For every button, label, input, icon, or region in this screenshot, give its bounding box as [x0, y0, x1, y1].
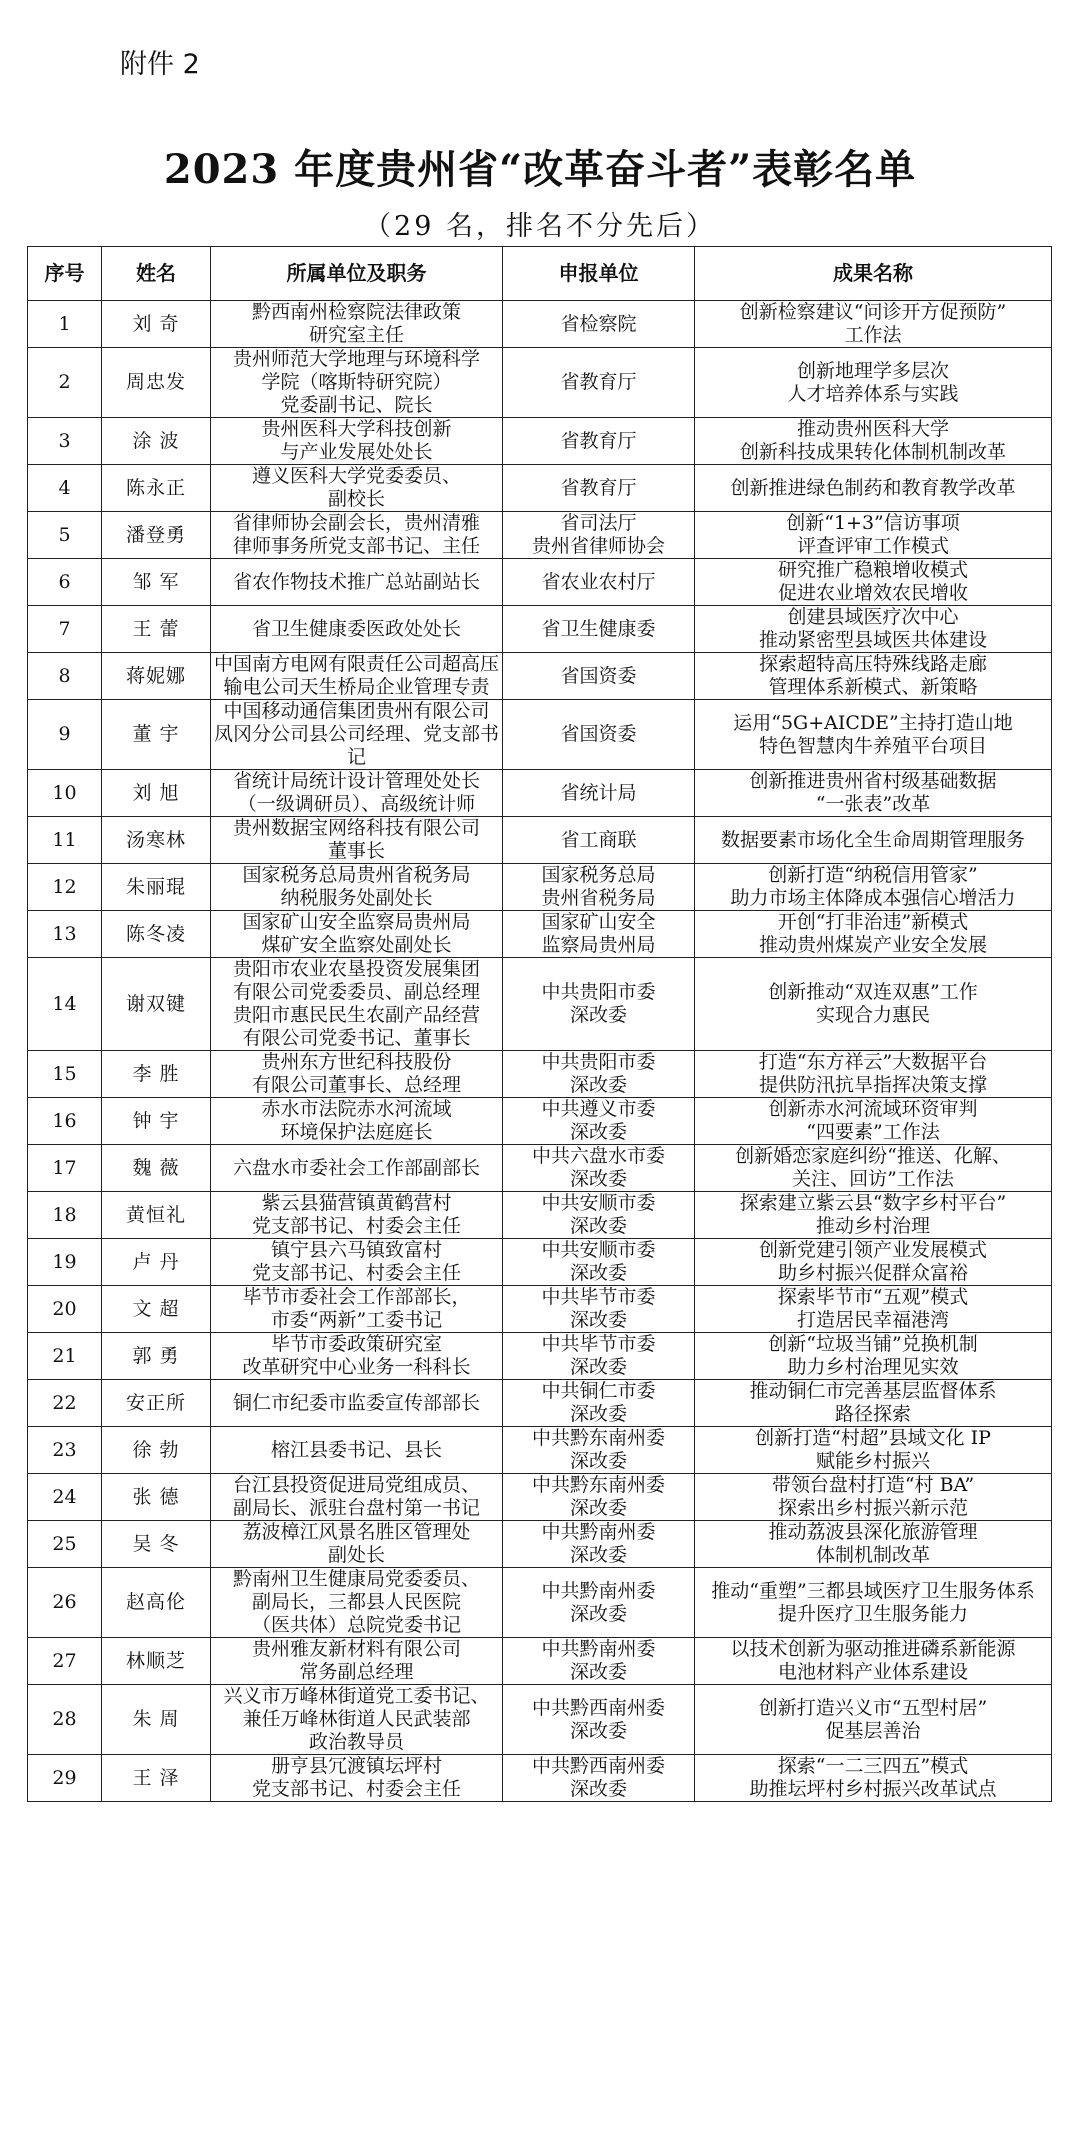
- table-row: [28, 1638, 1052, 1685]
- submitting-unit: 省卫生健康委: [503, 606, 695, 653]
- table-row: [28, 700, 1052, 770]
- row-number: 26: [28, 1568, 102, 1638]
- achievement-title: 推动“重塑”三都县域医疗卫生服务体系 提升医疗卫生服务能力: [695, 1568, 1052, 1638]
- unit-and-position: 贵州师范大学地理与环境科学 学院（喀斯特研究院） 党委副书记、院长: [211, 348, 503, 418]
- table-row: [28, 301, 1052, 348]
- row-number: 18: [28, 1192, 102, 1239]
- achievement-title: 创新推动“双连双惠”工作 实现合力惠民: [695, 958, 1052, 1051]
- row-number: 14: [28, 958, 102, 1051]
- submitting-unit: 中共铜仁市委 深改委: [503, 1380, 695, 1427]
- achievement-title: 创新打造“纳税信用管家” 助力市场主体降成本强信心增活力: [695, 864, 1052, 911]
- submitting-unit: 省教育厅: [503, 418, 695, 465]
- table-row: [28, 1192, 1052, 1239]
- person-name: 邹 军: [102, 559, 211, 606]
- achievement-title: 创新党建引领产业发展模式 助乡村振兴促群众富裕: [695, 1239, 1052, 1286]
- submitting-unit: 省农业农村厅: [503, 559, 695, 606]
- row-number: 3: [28, 418, 102, 465]
- person-name: 王 蕾: [102, 606, 211, 653]
- achievement-title: 以技术创新为驱动推进磷系新能源 电池材料产业体系建设: [695, 1638, 1052, 1685]
- unit-and-position: 国家税务总局贵州省税务局 纳税服务处副处长: [211, 864, 503, 911]
- submitting-unit: 中共安顺市委 深改委: [503, 1239, 695, 1286]
- honoree-table: [27, 246, 1052, 1802]
- table-row: [28, 606, 1052, 653]
- table-row: [28, 1098, 1052, 1145]
- person-name: 赵高伦: [102, 1568, 211, 1638]
- achievement-title: 研究推广稳粮增收模式 促进农业增效农民增收: [695, 559, 1052, 606]
- person-name: 谢双键: [102, 958, 211, 1051]
- unit-and-position: 省卫生健康委医政处处长: [211, 606, 503, 653]
- row-number: 9: [28, 700, 102, 770]
- row-number: 10: [28, 770, 102, 817]
- achievement-title: 创新检察建议“问诊开方促预防” 工作法: [695, 301, 1052, 348]
- table-row: [28, 1333, 1052, 1380]
- person-name: 王 泽: [102, 1755, 211, 1802]
- submitting-unit: 国家税务总局 贵州省税务局: [503, 864, 695, 911]
- person-name: 刘 奇: [102, 301, 211, 348]
- achievement-title: 创新推进绿色制药和教育教学改革: [695, 465, 1052, 512]
- attachment-label: 附件 2: [120, 49, 200, 80]
- achievement-title: 创新赤水河流域环资审判 “四要素”工作法: [695, 1098, 1052, 1145]
- achievement-title: 开创“打非治违”新模式 推动贵州煤炭产业安全发展: [695, 911, 1052, 958]
- achievement-title: 探索毕节市“五观”模式 打造居民幸福港湾: [695, 1286, 1052, 1333]
- submitting-unit: 省工商联: [503, 817, 695, 864]
- header-achievement: 成果名称: [695, 247, 1052, 301]
- unit-and-position: 贵州雅友新材料有限公司 常务副总经理: [211, 1638, 503, 1685]
- person-name: 刘 旭: [102, 770, 211, 817]
- submitting-unit: 中共贵阳市委 深改委: [503, 958, 695, 1051]
- submitting-unit: 省司法厅 贵州省律师协会: [503, 512, 695, 559]
- table-row: [28, 1474, 1052, 1521]
- unit-and-position: 贵州医科大学科技创新 与产业发展处处长: [211, 418, 503, 465]
- unit-and-position: 册亨县冗渡镇坛坪村 党支部书记、村委会主任: [211, 1755, 503, 1802]
- submitting-unit: 中共黔西南州委 深改委: [503, 1685, 695, 1755]
- achievement-title: 数据要素市场化全生命周期管理服务: [695, 817, 1052, 864]
- person-name: 安正所: [102, 1380, 211, 1427]
- person-name: 钟 宇: [102, 1098, 211, 1145]
- person-name: 朱丽琨: [102, 864, 211, 911]
- person-name: 魏 薇: [102, 1145, 211, 1192]
- unit-and-position: 台江县投资促进局党组成员、 副局长、派驻台盘村第一书记: [211, 1474, 503, 1521]
- submitting-unit: 中共毕节市委 深改委: [503, 1286, 695, 1333]
- row-number: 28: [28, 1685, 102, 1755]
- achievement-title: 创新推进贵州省村级基础数据 “一张表”改革: [695, 770, 1052, 817]
- submitting-unit: 省教育厅: [503, 348, 695, 418]
- achievement-title: 推动贵州医科大学 创新科技成果转化体制机制改革: [695, 418, 1052, 465]
- person-name: 蒋妮娜: [102, 653, 211, 700]
- page-subtitle: （29 名，排名不分先后）: [364, 211, 716, 242]
- submitting-unit: 中共黔东南州委 深改委: [503, 1474, 695, 1521]
- achievement-title: 探索建立紫云县“数字乡村平台” 推动乡村治理: [695, 1192, 1052, 1239]
- person-name: 黄恒礼: [102, 1192, 211, 1239]
- unit-and-position: 毕节市委政策研究室 改革研究中心业务一科科长: [211, 1333, 503, 1380]
- row-number: 2: [28, 348, 102, 418]
- submitting-unit: 中共黔南州委 深改委: [503, 1521, 695, 1568]
- table-row: [28, 770, 1052, 817]
- person-name: 潘登勇: [102, 512, 211, 559]
- table-row: [28, 958, 1052, 1051]
- row-number: 29: [28, 1755, 102, 1802]
- person-name: 郭 勇: [102, 1333, 211, 1380]
- unit-and-position: 紫云县猫营镇黄鹤营村 党支部书记、村委会主任: [211, 1192, 503, 1239]
- unit-and-position: 中国南方电网有限责任公司超高压 输电公司天生桥局企业管理专责: [211, 653, 503, 700]
- unit-and-position: 省律师协会副会长，贵州清雅 律师事务所党支部书记、主任: [211, 512, 503, 559]
- person-name: 陈永正: [102, 465, 211, 512]
- unit-and-position: 黔西南州检察院法律政策 研究室主任: [211, 301, 503, 348]
- person-name: 朱 周: [102, 1685, 211, 1755]
- person-name: 涂 波: [102, 418, 211, 465]
- person-name: 汤寒林: [102, 817, 211, 864]
- table-row: [28, 465, 1052, 512]
- row-number: 13: [28, 911, 102, 958]
- table-row: [28, 911, 1052, 958]
- table-row: [28, 1239, 1052, 1286]
- row-number: 23: [28, 1427, 102, 1474]
- submitting-unit: 中共黔东南州委 深改委: [503, 1427, 695, 1474]
- unit-and-position: 榕江县委书记、县长: [211, 1427, 503, 1474]
- person-name: 张 德: [102, 1474, 211, 1521]
- table-row: [28, 348, 1052, 418]
- achievement-title: 探索“一二三四五”模式 助推坛坪村乡村振兴改革试点: [695, 1755, 1052, 1802]
- submitting-unit: 中共黔南州委 深改委: [503, 1638, 695, 1685]
- achievement-title: 创新地理学多层次 人才培养体系与实践: [695, 348, 1052, 418]
- achievement-title: 带领台盘村打造“村 BA” 探索出乡村振兴新示范: [695, 1474, 1052, 1521]
- submitting-unit: 中共安顺市委 深改委: [503, 1192, 695, 1239]
- submitting-unit: 省教育厅: [503, 465, 695, 512]
- achievement-title: 创新“垃圾当铺”兑换机制 助力乡村治理见实效: [695, 1333, 1052, 1380]
- row-number: 21: [28, 1333, 102, 1380]
- unit-and-position: 赤水市法院赤水河流域 环境保护法庭庭长: [211, 1098, 503, 1145]
- person-name: 李 胜: [102, 1051, 211, 1098]
- row-number: 7: [28, 606, 102, 653]
- row-number: 12: [28, 864, 102, 911]
- table-row: [28, 512, 1052, 559]
- table-row: [28, 653, 1052, 700]
- unit-and-position: 贵州数据宝网络科技有限公司 董事长: [211, 817, 503, 864]
- row-number: 8: [28, 653, 102, 700]
- achievement-title: 创建县域医疗次中心 推动紧密型县域医共体建设: [695, 606, 1052, 653]
- unit-and-position: 六盘水市委社会工作部副部长: [211, 1145, 503, 1192]
- achievement-title: 探索超特高压特殊线路走廊 管理体系新模式、新策略: [695, 653, 1052, 700]
- unit-and-position: 荔波樟江风景名胜区管理处 副处长: [211, 1521, 503, 1568]
- table-row: [28, 1286, 1052, 1333]
- achievement-title: 创新打造“村超”县域文化 IP 赋能乡村振兴: [695, 1427, 1052, 1474]
- row-number: 4: [28, 465, 102, 512]
- row-number: 1: [28, 301, 102, 348]
- unit-and-position: 铜仁市纪委市监委宣传部部长: [211, 1380, 503, 1427]
- table-row: [28, 418, 1052, 465]
- row-number: 16: [28, 1098, 102, 1145]
- person-name: 文 超: [102, 1286, 211, 1333]
- unit-and-position: 贵阳市农业农垦投资发展集团 有限公司党委委员、副总经理 贵阳市惠民民生农副产品经营 有限公司党委书记、董事长: [211, 958, 503, 1051]
- submitting-unit: 中共六盘水市委 深改委: [503, 1145, 695, 1192]
- unit-and-position: 省统计局统计设计管理处处长 （一级调研员）、高级统计师: [211, 770, 503, 817]
- table-row: [28, 1051, 1052, 1098]
- person-name: 董 宇: [102, 700, 211, 770]
- table-row: [28, 1568, 1052, 1638]
- unit-and-position: 毕节市委社会工作部部长， 市委“两新”工委书记: [211, 1286, 503, 1333]
- table-row: [28, 1380, 1052, 1427]
- achievement-title: 创新婚恋家庭纠纷“推送、化解、 关注、回访”工作法: [695, 1145, 1052, 1192]
- table-row: [28, 1521, 1052, 1568]
- achievement-title: 创新打造兴义市“五型村居” 促基层善治: [695, 1685, 1052, 1755]
- header-unit: 所属单位及职务: [211, 247, 503, 301]
- table-row: [28, 559, 1052, 606]
- header-name: 姓名: [102, 247, 211, 301]
- table-header-row: [28, 247, 1052, 301]
- row-number: 11: [28, 817, 102, 864]
- achievement-title: 运用“5G+AICDE”主持打造山地 特色智慧肉牛养殖平台项目: [695, 700, 1052, 770]
- table-row: [28, 1145, 1052, 1192]
- submitting-unit: 中共贵阳市委 深改委: [503, 1051, 695, 1098]
- submitting-unit: 中共黔南州委 深改委: [503, 1568, 695, 1638]
- achievement-title: 打造“东方祥云”大数据平台 提供防汛抗旱指挥决策支撑: [695, 1051, 1052, 1098]
- submitting-unit: 省国资委: [503, 653, 695, 700]
- row-number: 24: [28, 1474, 102, 1521]
- table-row: [28, 1427, 1052, 1474]
- achievement-title: 推动铜仁市完善基层监督体系 路径探索: [695, 1380, 1052, 1427]
- person-name: 林顺芝: [102, 1638, 211, 1685]
- achievement-title: 创新“1+3”信访事项 评查评审工作模式: [695, 512, 1052, 559]
- row-number: 15: [28, 1051, 102, 1098]
- table-row: [28, 1755, 1052, 1802]
- unit-and-position: 遵义医科大学党委委员、 副校长: [211, 465, 503, 512]
- row-number: 25: [28, 1521, 102, 1568]
- person-name: 卢 丹: [102, 1239, 211, 1286]
- submitting-unit: 省检察院: [503, 301, 695, 348]
- table-row: [28, 817, 1052, 864]
- unit-and-position: 贵州东方世纪科技股份 有限公司董事长、总经理: [211, 1051, 503, 1098]
- row-number: 27: [28, 1638, 102, 1685]
- unit-and-position: 中国移动通信集团贵州有限公司 凤冈分公司县公司经理、党支部书记: [211, 700, 503, 770]
- row-number: 5: [28, 512, 102, 559]
- table-row: [28, 1685, 1052, 1755]
- unit-and-position: 省农作物技术推广总站副站长: [211, 559, 503, 606]
- row-number: 19: [28, 1239, 102, 1286]
- person-name: 吴 冬: [102, 1521, 211, 1568]
- unit-and-position: 兴义市万峰林街道党工委书记、 兼任万峰林街道人民武装部 政治教导员: [211, 1685, 503, 1755]
- row-number: 22: [28, 1380, 102, 1427]
- person-name: 徐 勃: [102, 1427, 211, 1474]
- submitting-unit: 省国资委: [503, 700, 695, 770]
- row-number: 17: [28, 1145, 102, 1192]
- header-no: 序号: [28, 247, 102, 301]
- submitting-unit: 省统计局: [503, 770, 695, 817]
- header-submitter: 申报单位: [503, 247, 695, 301]
- row-number: 6: [28, 559, 102, 606]
- row-number: 20: [28, 1286, 102, 1333]
- submitting-unit: 中共毕节市委 深改委: [503, 1333, 695, 1380]
- table-body: [28, 301, 1052, 1802]
- unit-and-position: 黔南州卫生健康局党委委员、 副局长，三都县人民医院 （医共体）总院党委书记: [211, 1568, 503, 1638]
- person-name: 周忠发: [102, 348, 211, 418]
- submitting-unit: 国家矿山安全 监察局贵州局: [503, 911, 695, 958]
- submitting-unit: 中共黔西南州委 深改委: [503, 1755, 695, 1802]
- person-name: 陈冬凌: [102, 911, 211, 958]
- table-row: [28, 864, 1052, 911]
- page-title: 2023 年度贵州省“改革奋斗者”表彰名单: [163, 146, 917, 193]
- achievement-title: 推动荔波县深化旅游管理 体制机制改革: [695, 1521, 1052, 1568]
- unit-and-position: 国家矿山安全监察局贵州局 煤矿安全监察处副处长: [211, 911, 503, 958]
- submitting-unit: 中共遵义市委 深改委: [503, 1098, 695, 1145]
- unit-and-position: 镇宁县六马镇致富村 党支部书记、村委会主任: [211, 1239, 503, 1286]
